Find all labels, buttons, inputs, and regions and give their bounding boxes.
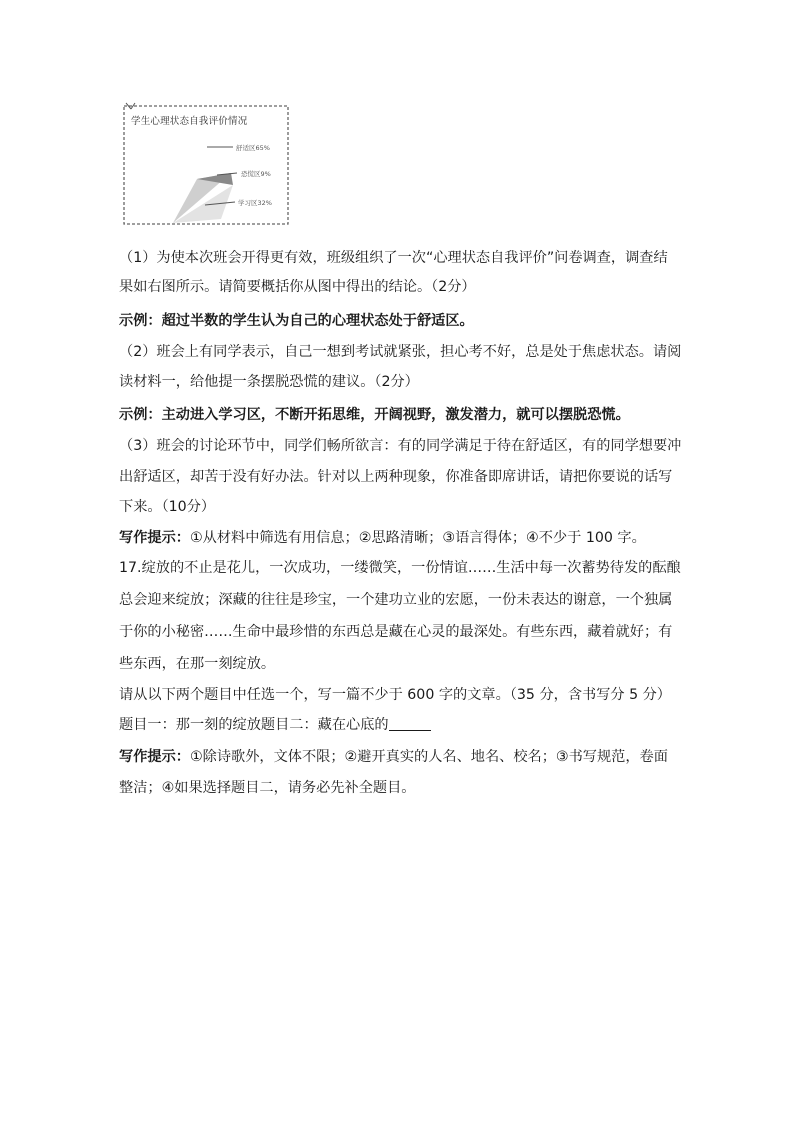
q1-answer: 示例：超过半数的学生认为自己的心理状态处于舒适区。	[119, 313, 474, 329]
legend-comfort: 舒适区65%	[236, 144, 270, 152]
q17-tip-line-2: 整洁；④如果选择题目二，请务必先补全题目。	[119, 780, 416, 796]
q17-line-1: 17.绽放的不止是花儿，一次成功，一缕微笑，一份情谊……生活中每一次蓄势待发的酝酿	[119, 560, 681, 576]
q17-writing-tip	[119, 747, 691, 767]
pie-chart-figure	[121, 101, 291, 229]
q3-line-3: 下来。（10分）	[119, 499, 216, 515]
q17-line-2: 总会迎来绽放；深藏的往往是珍宝，一个建功立业的宏愿，一份未表达的谢意，一个独属	[119, 592, 673, 608]
q17-line-5: 请从以下两个题目中任选一个，写一篇不少于 600 字的文章。（35 分，含书写分 5 分）	[119, 687, 671, 703]
q3-line-1: （3）班会的讨论环节中，同学们畅所欲言：有的同学满足于待在舒适区，有的同学想要冲	[119, 438, 682, 454]
q3-writing-tip	[119, 528, 691, 548]
q1-line-1: （1）为使本次班会开得更有效，班级组织了一次“心理状态自我评价”问卷调查，调查结	[119, 250, 668, 266]
q17-topics	[119, 715, 691, 735]
q17-tip-line-1: ①除诗歌外，文体不限；②避开真实的人名、地名、校名；③书写规范，卷面	[189, 749, 668, 765]
q1-line-2: 果如右图所示。请简要概括你从图中得出的结论。（2分）	[119, 279, 476, 295]
q17-line-4: 些东西，在那一刻绽放。	[119, 656, 276, 672]
figure-title: 学生心理状态自我评价情况	[131, 116, 248, 127]
legend-learning: 学习区32%	[238, 199, 272, 207]
topic-blank	[389, 716, 431, 731]
q2-line-1: （2）班会上有同学表示，自己一想到考试就紧张，担心考不好，总是处于焦虑状态。请阅	[119, 344, 682, 360]
q3-line-2: 出舒适区，却苦于没有好办法。针对以上两种现象，你准备即席讲话，请把你要说的话写	[119, 469, 673, 485]
q2-answer: 示例：主动进入学习区，不断开拓思维，开阔视野，激发潜力，就可以摆脱恐慌。	[119, 407, 630, 423]
q17-topics-text: 题目一：那一刻的绽放题目二：藏在心底的	[119, 717, 389, 733]
legend-panic: 恐慌区9%	[241, 170, 271, 178]
q3-tip-text: ①从材料中筛选有用信息；②思路清晰；③语言得体；④不少于 100 字。	[189, 530, 646, 546]
q3-tip-label: 写作提示：	[119, 530, 190, 546]
q17-tip-label: 写作提示：	[119, 749, 190, 765]
q2-line-2: 读材料一，给他提一条摆脱恐慌的建议。（2分）	[119, 374, 419, 390]
q17-line-3: 于你的小秘密……生命中最珍惜的东西总是藏在心灵的最深处。有些东西，藏着就好；有	[119, 624, 673, 640]
